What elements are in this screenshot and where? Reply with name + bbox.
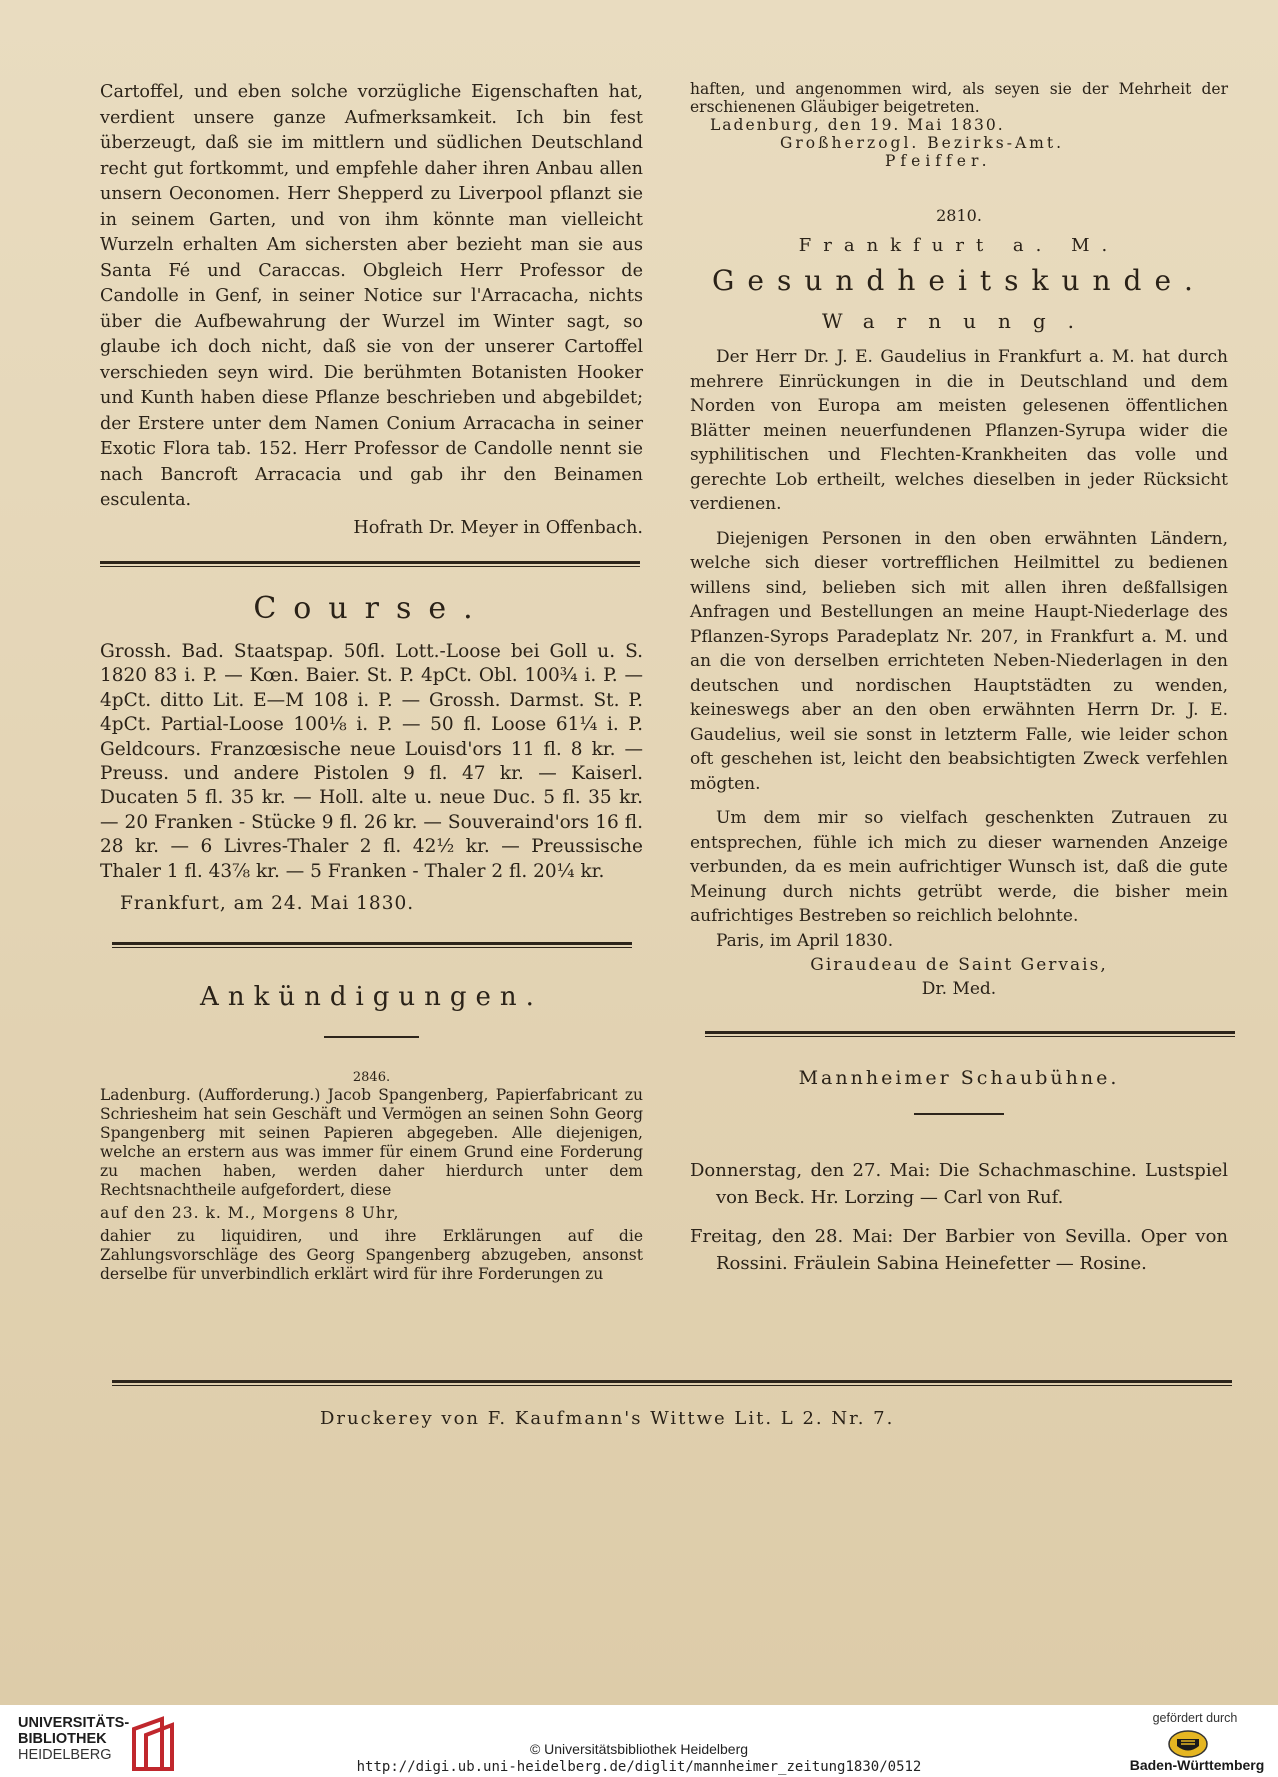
notice-official: Pfeiffer. — [885, 152, 992, 170]
short-rule — [324, 1036, 419, 1038]
article-subtitle: Warnung. — [821, 309, 1097, 333]
notice-number: 2846. — [352, 1070, 391, 1086]
section-divider — [705, 1031, 1235, 1037]
announcements-title: Ankündigungen. — [200, 982, 543, 1013]
left-column — [100, 80, 643, 1284]
baden-wuerttemberg-crest-icon — [1167, 1729, 1209, 1759]
schedule-entry: Freitag, den 28. Mai: Der Barbier von Sevilla. Oper von Rossini. Fräulein Sabina Heinefetter — Rosine. — [690, 1225, 1228, 1274]
article-city: Frankfurt a. M. — [798, 235, 1120, 256]
notice-continued: haften, und angenommen wird, als seyen sie der Mehrheit der erschienenen Gläubiger beigetreten. — [690, 80, 1228, 116]
article-number: 2810. — [936, 206, 982, 225]
course-dateline: Frankfurt, am 24. Mai 1830. — [120, 893, 415, 915]
theatre-title: Mannheimer Schaubühne. — [798, 1066, 1120, 1089]
signature-title: Dr. Med. — [921, 978, 997, 999]
short-rule — [914, 1113, 1004, 1115]
library-name-line-1: UNIVERSITÄTS- — [18, 1715, 130, 1731]
warning-paragraph-2: Diejenigen Personen in den oben erwähnten Ländern, welche sich dieser vortrefflichen Heilmittel zu bedienen willens sind, belieben sich mit allen ihren deßfallsigen Anfragen und Bestellungen an meine Haupt-Niederlage des Pflanzen-Syrops Paradeplatz Nr. 207, in Frankfurt a. M. und an die von derselben errichteten Neben-Niederlagen in den deutschen und nordischen Hauptstädten zu wenden, keineswegs aber an den oben erwähnten Herrn Dr. J. E. Gaudelius, weil sie sonst in letzterm Falle, wie leider schon oft geschehen ist, leicht den beabsichtigten Zweck verfehlen mögten. — [690, 528, 1228, 794]
signature-name: Giraudeau de Saint Gervais, — [810, 954, 1108, 975]
sponsor-label: gefördert durch — [1152, 1711, 1238, 1725]
section-divider — [100, 561, 640, 567]
article-signature: Hofrath Dr. Meyer in Offenbach. — [353, 517, 643, 538]
notice-text: Ladenburg. (Aufforderung.) Jacob Spangenberg, Papierfabricant zu Schriesheim hat sein Geschäft und Vermögen an seinen Sohn Georg Spangenberg mit seinen Papieren abgegeben. Alle diejenigen, welche an erstern aus was immer für einem Grund eine Forderung zu machen haben, werden daher hierdurch unter dem Rechtsnachtheile aufgefordert, diese — [100, 1086, 643, 1200]
article-title: Gesundheitskunde. — [712, 264, 1206, 297]
notice-place-date: Ladenburg, den 19. Mai 1830. — [710, 116, 1005, 134]
library-name-line-2: BIBLIOTHEK — [18, 1731, 107, 1747]
imprint-rule — [112, 1380, 1232, 1386]
course-title: Course. — [253, 591, 490, 626]
permalink-url[interactable]: http://digi.ub.uni-heidelberg.de/diglit/mannheimer_zeitung1830/0512 — [356, 1759, 922, 1775]
library-name-line-3: HEIDELBERG — [18, 1747, 112, 1763]
copyright-notice: © Universitätsbibliothek Heidelberg — [529, 1741, 749, 1757]
digitization-footer — [0, 1705, 1278, 1777]
notice-office: Großherzogl. Bezirks-Amt. — [780, 134, 1065, 152]
warning-paragraph-1: Der Herr Dr. J. E. Gaudelius in Frankfurt a. M. hat durch mehrere Einrückungen in die in Deutschland und dem Norden von Europa am meisten gelesenen öffentlichen Blätter meinen neuerfundenen Pflanzen-Syrupa wider die syphilitischen und Flechten-Krankheiten das volle und gerechte Lob ertheilt, welches dieselben in jeder Rücksicht verdienen. — [690, 347, 1228, 514]
sponsor-name: Baden-Württemberg — [1129, 1757, 1265, 1773]
imprint: Druckerey von F. Kaufmann's Wittwe Lit. L 2. Nr. 7. — [320, 1408, 895, 1429]
section-divider — [112, 942, 632, 948]
article-paragraph: Cartoffel, und eben solche vorzügliche Eigenschaften hat, verdient unsere ganze Aufmerksamkeit. Ich bin fest überzeugt, daß sie im mittlern und südlichen Deutschland recht gut fortkommt, und empfehle daher ihren Anbau allen unsern Oeconomen. Herr Shepperd zu Liverpool pflanzt sie in seinem Garten, und von ihm könnte man vielleicht Wurzeln erhalten Am sichersten aber bezieht man sie aus Santa Fé und Caraccas. Obgleich Herr Professor de Candolle in Genf, in seiner Notice sur l'Arracacha, nichts über die Aufbewahrung der Wurzel im Winter sagt, so glaube ich doch nicht, daß sie von der unserer Cartoffel verschieden seyn wird. Die berühmten Botanisten Hooker und Kunth haben diese Pflanze beschrieben und abgebildet; der Erstere unter dem Namen Conium Arracacha in seiner Exotic Flora tab. 152. Herr Professor de Candolle nennt sie nach Bancroft Arracacia und gab ihr den Beinamen esculenta. — [100, 82, 643, 510]
notice-date: auf den 23. k. M., Morgens 8 Uhr, — [100, 1204, 400, 1223]
schedule-entry: Donnerstag, den 27. Mai: Die Schachmaschine. Lustspiel von Beck. Hr. Lorzing — Carl von Ruf. — [690, 1159, 1228, 1208]
warning-paragraph-3: Um dem mir so vielfach geschenkten Zutrauen zu entsprechen, fühle ich mich zu dieser warnenden Anzeige verbunden, da es mein aufrichtiger Wunsch ist, daß die gute Meinung durch nichts getrübt werde, die bisher mein aufrichtiges Bestreben so reichlich belohnte. — [690, 808, 1228, 926]
warning-place-date: Paris, im April 1830. — [716, 930, 894, 951]
right-column — [690, 80, 1228, 1277]
theatre-schedule — [690, 1157, 1228, 1277]
notice-text-continued: dahier zu liquidiren, und ihre Erklärungen auf die Zahlungsvorschläge des Georg Spangenberg abzugeben, ansonst derselbe für unverbindlich erklärt wird für ihre Forderungen zu — [100, 1227, 643, 1284]
course-text: Grossh. Bad. Staatspap. 50fl. Lott.-Loose bei Goll u. S. 1820 83 i. P. — Kœn. Baier. St. P. 4pCt. Obl. 100¾ i. P. — 4pCt. ditto Lit. E—M 108 i. P. — Grossh. Darmst. St. P. 4pCt. Partial-Loose 100⅛ i. P. — 50 fl. Loose 61¼ i. P. Geldcours. Franzœsische neue Louisd'ors 11 fl. 8 kr. — Preuss. und andere Pistolen 9 fl. 47 kr. — Kaiserl. Ducaten 5 fl. 35 kr. — Holl. alte u. neue Duc. 5 fl. 35 kr. — 20 Franken - Stücke 9 fl. 26 kr. — Souveraind'ors 16 fl. 28 kr. — 6 Livres-Thaler 2 fl. 42½ kr. — Preussische Thaler 1 fl. 43⅞ kr. — 5 Franken - Thaler 2 fl. 20¼ kr. — [100, 641, 643, 882]
